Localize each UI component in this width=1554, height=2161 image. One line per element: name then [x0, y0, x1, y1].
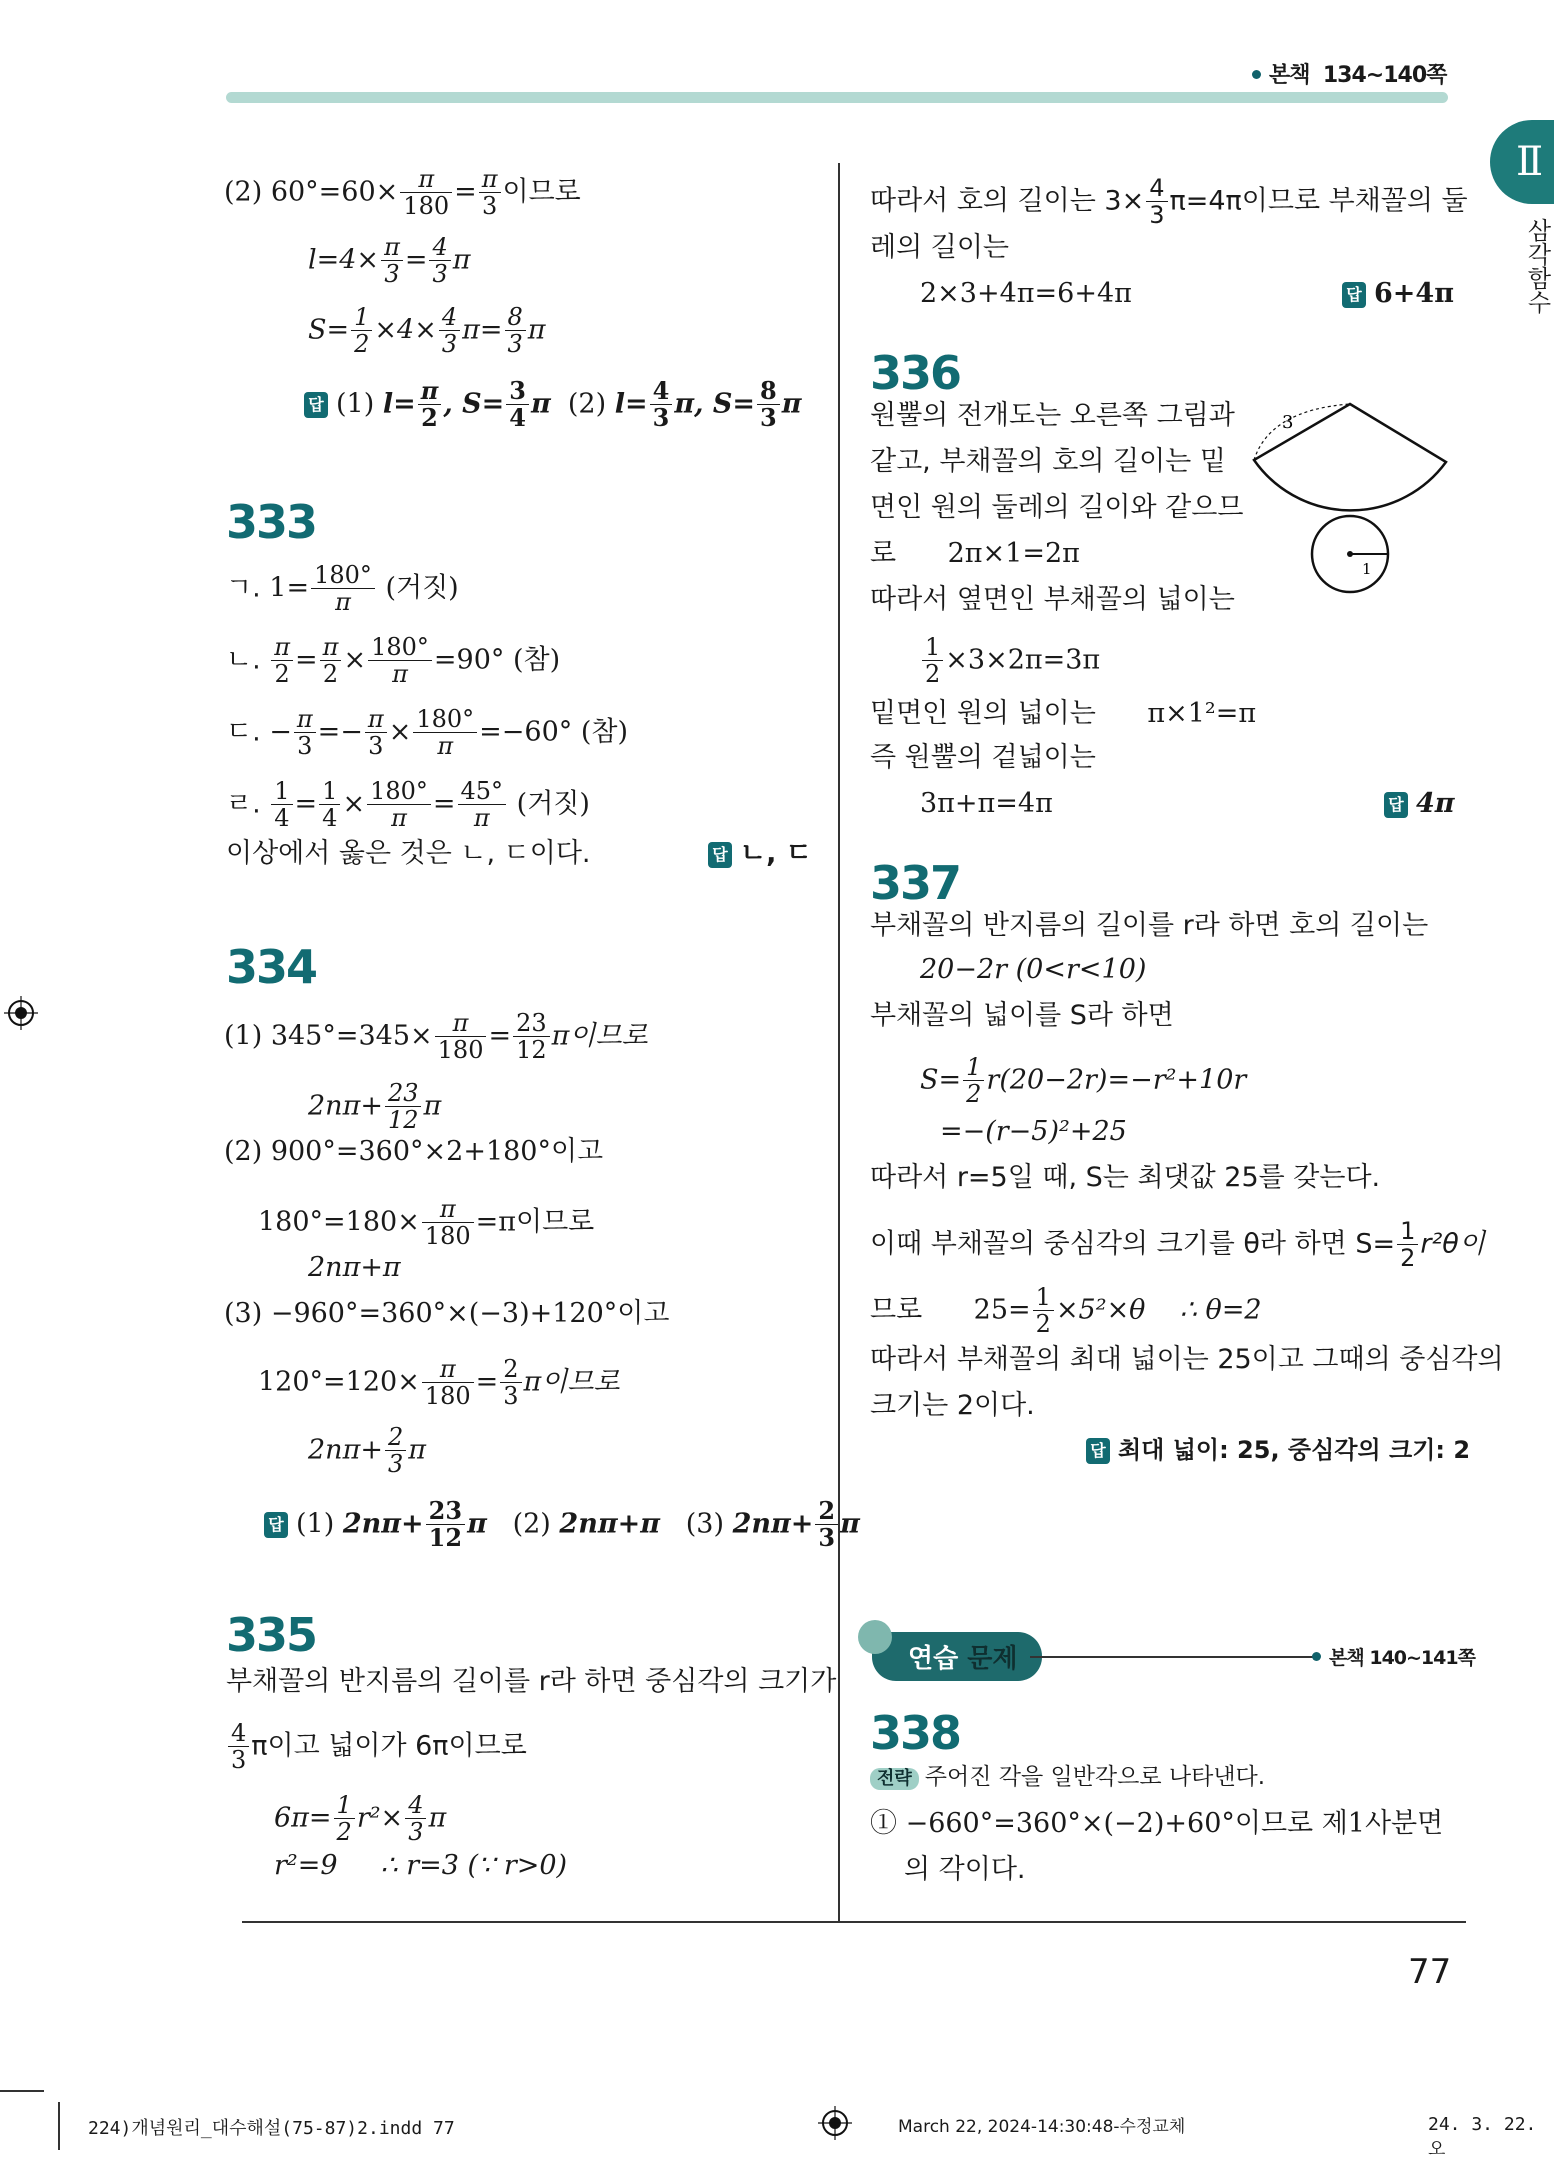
book-ref-pages: 134~140쪽	[1322, 63, 1447, 88]
answer-badge: 답	[304, 392, 328, 418]
question-number-334: 334	[226, 940, 317, 994]
question-number-338: 338	[870, 1706, 961, 1760]
strategy-badge: 전략	[870, 1768, 919, 1790]
q336-line1: 원뿔의 전개도는 오른쪽 그림과	[870, 400, 1235, 431]
book-reference	[1252, 58, 1446, 89]
footer-date: 24. 3. 22. 오	[1428, 2114, 1537, 2160]
slant-label: 3	[1282, 412, 1294, 433]
q332-line1: (2) 60°=60× $\frac{\pi}{180}$ = $\frac{\pi}{3}$ 이므로	[224, 165, 581, 221]
book-ref-label: 본책	[1269, 63, 1310, 88]
q337-line8: 므로 25= $\frac{1}{2}$ ×5²×θ ∴ θ=2	[870, 1283, 1262, 1339]
practice-rule	[1030, 1656, 1316, 1658]
q334-part2-general: 2nπ+π	[308, 1252, 401, 1283]
footer-timestamp: March 22, 2024-14:30:48-수정교체	[898, 2117, 1186, 2137]
q336-line6: $\frac{1}{2}$ ×3×2π=3π	[920, 634, 1100, 688]
q333-item-4: ㄹ. $\frac{1}{4}$ = $\frac{1}{4}$ × $\frac{180^\circ}{\pi}$ = $\frac{45^\circ}{\pi}$ (거짓)	[226, 777, 590, 833]
chapter-title: 삼각함수	[1523, 218, 1551, 314]
q335-line3: 6π= $\frac{1}{2}$ r²× $\frac{4}{3}$ π	[274, 1791, 447, 1847]
bottom-rule	[242, 1921, 1466, 1923]
practice-book-reference: 본책 140~141쪽	[1312, 1643, 1475, 1670]
header-bar	[226, 92, 1448, 103]
page-number: 77	[1408, 1952, 1452, 1992]
q337-line2: 20−2r (0<r<10)	[920, 954, 1147, 985]
q336-line7: 밑면인 원의 넓이는 π×1²=π	[870, 698, 1257, 729]
answer-badge: 답	[708, 842, 732, 868]
q335-answer: 답 6+4π	[1342, 280, 1454, 308]
q336-line3: 면인 원의 둘레의 길이와 같으므	[870, 492, 1244, 523]
q336-line2: 같고, 부채꼴의 호의 길이는 밑	[870, 446, 1226, 477]
q338-strategy: 전략 주어진 각을 일반각으로 나타낸다.	[870, 1766, 1265, 1790]
answer-badge: 답	[1086, 1438, 1110, 1464]
crop-mark	[58, 2102, 60, 2150]
q333-item-2: ㄴ. $\frac{\pi}{2}$ = $\frac{\pi}{2}$ × $\frac{180^\circ}{\pi}$ =90° (참)	[226, 633, 561, 689]
q334-part3-line2: 120°=120× $\frac{\pi}{180}$ = $\frac{2}{3}$ π이므로	[258, 1355, 620, 1411]
q334-part3-line1: (3) −960°=360°×(−3)+120°이고	[224, 1298, 670, 1329]
moon-decoration-icon	[858, 1620, 892, 1654]
q338-item1: ① −660°=360°×(−2)+60°이므로 제1사분면	[870, 1808, 1444, 1839]
practice-section-tag: 연습 문제	[872, 1632, 1042, 1681]
q333-item-1: ㄱ. 1= $\frac{180^\circ}{\pi}$ (거짓)	[226, 561, 459, 617]
q334-part2-line2: 180°=180× $\frac{\pi}{180}$ =π이므로	[258, 1195, 595, 1251]
q334-part1: (1) 345°=345× $\frac{\pi}{180}$ = $\frac{23}{12}$ π이므로	[224, 1009, 648, 1065]
q337-line1: 부채꼴의 반지름의 길이를 r라 하면 호의 길이는	[870, 910, 1429, 941]
bullet-dot-icon	[1252, 70, 1261, 79]
q336-line5: 따라서 옆면인 부채꼴의 넓이는	[870, 584, 1235, 615]
q333-conclusion: 이상에서 옳은 것은 ㄴ, ㄷ이다.	[226, 838, 591, 869]
q333-answer: 답 ㄴ, ㄷ	[708, 840, 812, 868]
q335-line2: $\frac{4}{3}$ π이고 넓이가 6π이므로	[226, 1720, 527, 1774]
q332-line3: S= $\frac{1}{2}$ ×4× $\frac{4}{3}$ π= $\frac{8}{3}$ π	[308, 303, 546, 359]
footer-file-name: 224)개념원리_대수해설(75-87)2.indd 77	[88, 2118, 455, 2139]
q337-line10: 크기는 2이다.	[870, 1390, 1035, 1421]
q337-line4: S= $\frac{1}{2}$ r(20−2r)=−r²+10r	[920, 1053, 1247, 1109]
question-number-336: 336	[870, 346, 961, 400]
question-number-337: 337	[870, 856, 961, 910]
q335-cont-line3: 2×3+4π=6+4π	[920, 278, 1132, 309]
bullet-dot-icon	[1312, 1652, 1321, 1661]
q337-line7: 이때 부채꼴의 중심각의 크기를 θ라 하면 S= $\frac{1}{2}$ r²θ이	[870, 1217, 1485, 1273]
q337-line5: =−(r−5)²+25	[940, 1116, 1127, 1147]
q335-cont-line1: 따라서 호의 길이는 3× $\frac{4}{3}$ π=4π이므로 부채꼴의 둘	[870, 174, 1468, 230]
q332-answer: 답 (1) l= $\frac{\pi}{2}$ , S= $\frac{3}{4}$ π (2) l= $\frac{4}{3}$ π, S= $\frac{8}{3}$ π	[304, 378, 801, 432]
q332-line2: l=4× $\frac{\pi}{3}$ = $\frac{4}{3}$ π	[308, 233, 471, 289]
q337-answer: 답 최대 넓이: 25, 중심각의 크기: 2	[1086, 1436, 1470, 1464]
answer-badge: 답	[1342, 282, 1366, 308]
question-number-335: 335	[226, 1608, 317, 1662]
question-number-333: 333	[226, 495, 317, 549]
cone-net-figure	[1250, 390, 1460, 600]
chapter-tab	[1490, 120, 1554, 204]
q337-line3: 부채꼴의 넓이를 S라 하면	[870, 1000, 1174, 1031]
q335-line4: r²=9 ∴ r=3 (∵ r>0)	[274, 1850, 568, 1881]
registration-mark-icon	[4, 996, 38, 1030]
q336-line8: 즉 원뿔의 겉넓이는	[870, 742, 1096, 773]
chapter-numeral: Ⅱ	[1516, 139, 1544, 185]
q335-cont-line2: 레의 길이는	[870, 232, 1009, 263]
column-divider	[838, 163, 840, 1923]
answer-badge: 답	[264, 1512, 288, 1538]
q338-item1-cont: 의 각이다.	[904, 1854, 1026, 1885]
q334-answer: 답 (1) 2nπ+ $\frac{23}{12}$ π (2) 2nπ+π (3) 2nπ+ $\frac{2}{3}$ π	[264, 1498, 860, 1552]
q336-line4: 로 2π×1=2π	[870, 538, 1080, 569]
q333-item-3: ㄷ. − $\frac{\pi}{3}$ =− $\frac{\pi}{3}$ × $\frac{180^\circ}{\pi}$ =−60° (참)	[226, 705, 628, 761]
q334-part3-general: 2nπ+ $\frac{2}{3}$ π	[308, 1423, 426, 1479]
answer-badge: 답	[1384, 792, 1408, 818]
q335-line1: 부채꼴의 반지름의 길이를 r라 하면 중심각의 크기가	[226, 1666, 837, 1697]
q337-line6: 따라서 r=5일 때, S는 최댓값 25를 갖는다.	[870, 1162, 1381, 1193]
q337-line9: 따라서 부채꼴의 최대 넓이는 25이고 그때의 중심각의	[870, 1344, 1504, 1375]
radius-label: 1	[1362, 560, 1372, 578]
crop-mark	[0, 2090, 44, 2092]
registration-mark-icon	[818, 2106, 852, 2140]
q334-part2-line1: (2) 900°=360°×2+180°이고	[224, 1136, 604, 1167]
q336-answer: 답 4π	[1384, 790, 1455, 818]
q334-part1-general: 2nπ+ $\frac{23}{12}$ π	[308, 1079, 442, 1135]
q336-line9: 3π+π=4π	[920, 788, 1053, 819]
